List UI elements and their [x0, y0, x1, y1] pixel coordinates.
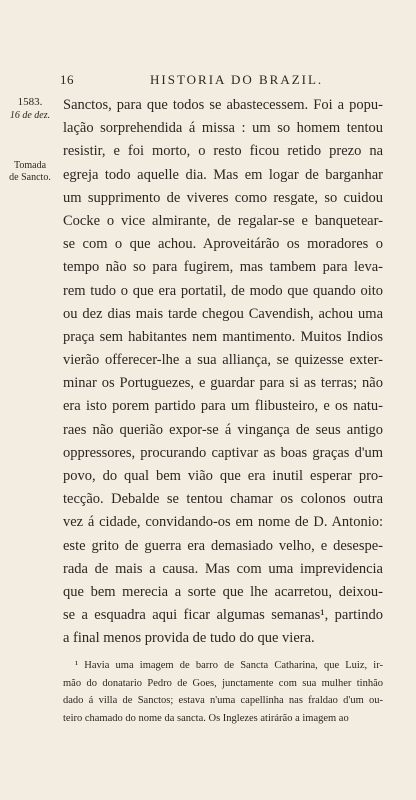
margin-note-topic-line: de Sancto. [9, 172, 51, 183]
body-line: vierão offerecer-lhe a sua alliança, se quizesse exter- [63, 352, 383, 369]
body-line: Cocke o vice almirante, de regalar-se e banquetear- [63, 212, 383, 229]
body-line: povo, do qual bem vião que era inutil esperar pro- [63, 468, 383, 484]
body-line: Sanctos, para que todos se abastecessem. Foi a popu- [63, 97, 383, 113]
body-line: egreja todo aquelle dia. Mas em logar de barganhar [63, 166, 383, 183]
body-line: este grito de guerra era demasiado velho, e desespe- [63, 537, 383, 554]
body-line: tempo não so para fugirem, mas tambem para leva- [63, 259, 383, 276]
page-number: 16 [60, 72, 74, 87]
running-title: HISTORIA DO BRAZIL. [150, 72, 324, 87]
body-line: que bem merecia a sorte que lhe acarretou, deixou- [63, 583, 383, 600]
margin-note-topic [4, 160, 56, 184]
margin-note-topic-line: Tomada [13, 160, 47, 171]
body-line: oppressores, procurando captivar as boas graças d'um [63, 444, 383, 461]
body-text [63, 94, 383, 651]
page-header [60, 72, 378, 92]
margin-note-date: 16 de dez. [9, 110, 51, 121]
body-line: rem tudo o que era portatil, de modo que quando oito [63, 282, 383, 299]
footnote-line: mão do donatario Pedro de Goes, junctamente com sua mulher tinhão [63, 677, 383, 689]
body-line: raes não querião expor-se á vingança de seus antigo [63, 421, 383, 438]
body-line: era isto porem partido para um flibusteiro, e os natu- [63, 398, 383, 415]
footnote-line: ¹ Havia uma imagem de barro de Sancta Catharina, que Luiz, ir- [75, 660, 383, 671]
body-line: vez á cidade, convidando-os em nome de D. Antonio: [63, 514, 383, 531]
body-line: um supprimento de viveres como resgate, so cuidou [63, 189, 383, 206]
body-line: resistir, e foi morto, o resto ficou retido prezo na [63, 143, 383, 160]
body-line: minar os Portuguezes, e guardar para si as terras; não [63, 375, 383, 392]
body-line: rada de mais a causa. Mas com uma imprevidencia [63, 560, 383, 577]
footnote-line: dado á villa de Sanctos; estava n'uma capellinha nas fraldao d'um ou- [63, 695, 383, 706]
body-line: a final menos provida de tudo do que viera. [63, 630, 315, 647]
margin-note-year: 1583. [17, 96, 43, 108]
body-line: lação sorprehendida á missa : um so homem tentou [63, 120, 383, 137]
body-line: ou dez dias mais tarde chegou Cavendish, achou uma [63, 305, 383, 322]
body-line: se com o que achou. Aproveitárão os moradores o [63, 236, 383, 253]
footnote-line: teiro chamado do nome da sancta. Os Inglezes atirárão a imagem ao [63, 712, 349, 724]
body-line: se a esquadra aqui ficar algumas semanas¹, partindo [63, 607, 383, 624]
footnote [63, 657, 383, 727]
body-line: tecção. Debalde se tentou chamar os colonos outra [63, 491, 383, 508]
body-line: praça sem habitantes nem mantimento. Muitos Indios [63, 328, 383, 345]
